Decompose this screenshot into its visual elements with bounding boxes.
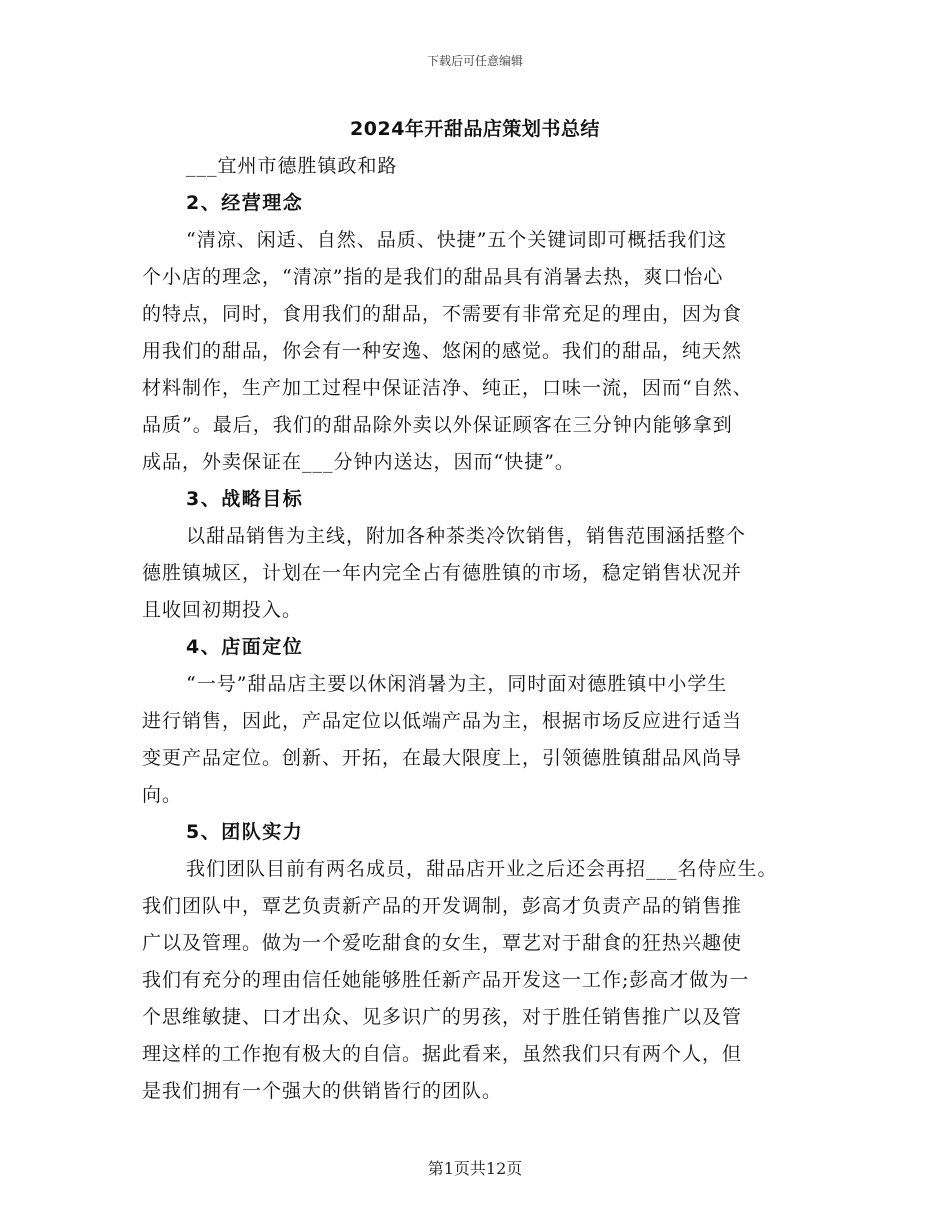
paragraph-line: 个小店的理念，“清凉”指的是我们的甜品具有消暑去热，爽口怡心 (142, 266, 724, 288)
paragraph-line: “一号”甜品店主要以休闲消暑为主，同时面对德胜镇中小学生 (186, 673, 728, 695)
paragraph-line: 品质”。最后，我们的甜品除外卖以外保证顾客在三分钟内能够拿到 (142, 414, 733, 436)
paragraph-line: 进行销售，因此，产品定位以低端产品为主，根据市场反应进行适当 (142, 710, 743, 732)
paragraph-line: 向。 (142, 784, 183, 806)
paragraph-line: 用我们的甜品，你会有一种安逸、悠闲的感觉。我们的甜品，纯天然 (142, 340, 743, 362)
paragraph-line: 以甜品销售为主线，附加各种茶类冷饮销售，销售范围涵括整个 (186, 525, 747, 547)
paragraph-line: 我们有充分的理由信任她能够胜任新产品开发这一工作;彭高才做为一 (142, 969, 750, 991)
section-heading-team: 5、团队实力 (186, 821, 304, 843)
paragraph-line: “清凉、闲适、自然、品质、快捷”五个关键词即可概括我们这 (186, 229, 728, 251)
paragraph-line: 是我们拥有一个强大的供销皆行的团队。 (142, 1080, 503, 1102)
paragraph-line: 的特点，同时，食用我们的甜品，不需要有非常充足的理由，因为食 (142, 303, 743, 325)
section-heading-philosophy: 2、经营理念 (186, 192, 304, 214)
paragraph-line: 成品，外卖保证在___分钟内送达，因而“快捷”。 (142, 451, 575, 473)
header-note: 下载后可任意编辑 (426, 54, 523, 68)
paragraph-line: 材料制作，生产加工过程中保证洁净、纯正，口味一流，因而“自然、 (142, 377, 753, 399)
paragraph-line: 且收回初期投入。 (142, 599, 303, 621)
paragraph-line: 变更产品定位。创新、开拓，在最大限度上，引领德胜镇甜品风尚导 (142, 747, 743, 769)
paragraph-line: 理这样的工作抱有极大的自信。据此看来，虽然我们只有两个人，但 (142, 1043, 743, 1065)
section-heading-strategy: 3、战略目标 (186, 488, 304, 510)
document-body (142, 148, 832, 1110)
page-number: 第1页共12页 (427, 1159, 523, 1178)
paragraph-line: 德胜镇城区，计划在一年内完全占有德胜镇的市场，稳定销售状况并 (142, 562, 743, 584)
address-line: ___宜州市德胜镇政和路 (186, 155, 398, 177)
paragraph-line: 广以及管理。做为一个爱吃甜食的女生，覃艺对于甜食的狂热兴趣使 (142, 932, 743, 954)
paragraph-line: 个思维敏捷、口才出众、见多识广的男孩，对于胜任销售推广以及管 (142, 1006, 743, 1028)
document-title: 2024年开甜品店策划书总结 (350, 118, 600, 140)
section-heading-positioning: 4、店面定位 (186, 636, 304, 658)
paragraph-line: 我们团队中，覃艺负责新产品的开发调制，彭高才负责产品的销售推 (142, 895, 743, 917)
paragraph-line: 我们团队目前有两名成员，甜品店开业之后还会再招___名侍应生。 (186, 858, 778, 880)
